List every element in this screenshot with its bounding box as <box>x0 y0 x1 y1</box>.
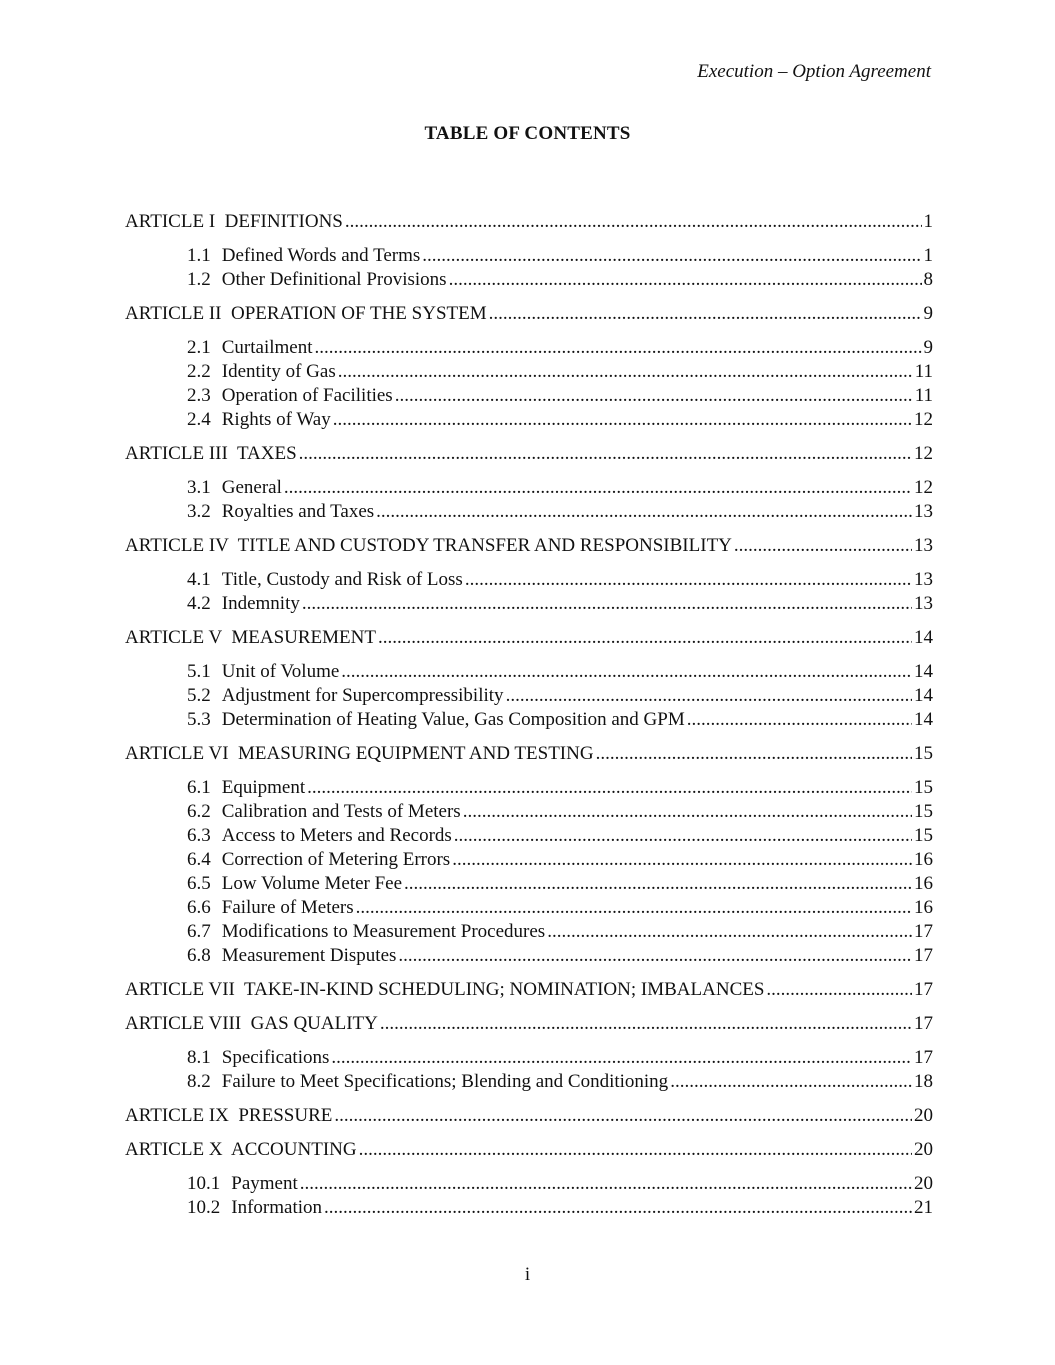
toc-section-label: Defined Words and Terms <box>221 245 421 266</box>
toc-section-number: 10.1 <box>187 1173 221 1194</box>
toc-page-number: 20 <box>914 1173 933 1194</box>
toc-dot-leader <box>380 1012 912 1036</box>
toc-section-number: 2.1 <box>187 337 211 358</box>
toc-section-entry[interactable] <box>125 336 933 360</box>
toc-page-number: 14 <box>914 709 933 730</box>
toc-section-entry[interactable] <box>125 848 933 872</box>
toc-dot-leader <box>315 336 922 360</box>
toc-section-list <box>125 336 933 432</box>
toc-section-entry[interactable] <box>125 592 933 616</box>
toc-section-number: 2.2 <box>187 361 211 382</box>
toc-section-number: 2.3 <box>187 385 211 406</box>
toc-section-entry[interactable] <box>125 776 933 800</box>
toc-dot-leader <box>378 626 912 650</box>
toc-section-label: Specifications <box>221 1047 330 1068</box>
toc-section-label: General <box>221 477 282 498</box>
toc-section-label: Indemnity <box>221 593 300 614</box>
toc-page-number: 17 <box>914 979 933 1000</box>
toc-article-block <box>125 978 933 1002</box>
toc-dot-leader <box>506 684 912 708</box>
toc-page-number: 13 <box>914 593 933 614</box>
toc-section-entry[interactable] <box>125 824 933 848</box>
toc-section-label: Failure to Meet Specifications; Blending and Conditioning <box>221 1071 669 1092</box>
toc-page-number: 16 <box>914 873 933 894</box>
toc-section-number: 5.2 <box>187 685 211 706</box>
toc-section-entry[interactable] <box>125 360 933 384</box>
toc-section-number: 6.5 <box>187 873 211 894</box>
toc-page-number: 15 <box>914 743 933 764</box>
toc-section-number: 2.4 <box>187 409 211 430</box>
toc-article-entry[interactable] <box>125 1012 933 1036</box>
toc-dot-leader <box>395 384 913 408</box>
toc-section-number: 5.3 <box>187 709 211 730</box>
toc-page-number: 15 <box>914 777 933 798</box>
toc-title: TABLE OF CONTENTS <box>424 123 631 144</box>
toc-section-entry[interactable] <box>125 500 933 524</box>
toc-section-entry[interactable] <box>125 800 933 824</box>
document-header-note: Execution – Option Agreement <box>697 61 931 82</box>
toc-section-entry[interactable] <box>125 268 933 292</box>
toc-dot-leader <box>302 592 912 616</box>
toc-article-entry[interactable] <box>125 210 933 234</box>
toc-section-label: Modifications to Measurement Procedures <box>221 921 546 942</box>
toc-dot-leader <box>547 920 912 944</box>
toc-page-number: 9 <box>923 337 933 358</box>
toc-page-number: 18 <box>914 1071 933 1092</box>
toc-section-label: Identity of Gas <box>221 361 336 382</box>
toc-dot-leader <box>398 944 912 968</box>
toc-dot-leader <box>333 408 912 432</box>
toc-dot-leader <box>465 568 912 592</box>
toc-page-number: 16 <box>914 849 933 870</box>
toc-section-label: Title, Custody and Risk of Loss <box>221 569 463 590</box>
toc-section-label: Failure of Meters <box>221 897 354 918</box>
toc-section-label: Curtailment <box>221 337 313 358</box>
toc-dot-leader <box>341 660 912 684</box>
toc-section-number: 6.2 <box>187 801 211 822</box>
toc-article-entry[interactable] <box>125 442 933 466</box>
toc-article-entry[interactable] <box>125 978 933 1002</box>
toc-dot-leader <box>596 742 912 766</box>
toc-page-number: 21 <box>914 1197 933 1218</box>
toc-section-entry[interactable] <box>125 896 933 920</box>
toc-dot-leader <box>299 442 912 466</box>
toc-page-number: 20 <box>914 1139 933 1160</box>
toc-dot-leader <box>284 476 912 500</box>
toc-article-entry[interactable] <box>125 742 933 766</box>
toc-page-number: 17 <box>914 945 933 966</box>
toc-section-list <box>125 660 933 732</box>
toc-article-block <box>125 1138 933 1220</box>
toc-dot-leader <box>449 268 922 292</box>
toc-dot-leader <box>422 244 921 268</box>
toc-dot-leader <box>404 872 912 896</box>
toc-section-list <box>125 1172 933 1220</box>
toc-section-label: Royalties and Taxes <box>221 501 375 522</box>
toc-article-label: ARTICLE III TAXES <box>125 443 297 464</box>
toc-article-entry[interactable] <box>125 534 933 558</box>
toc-section-label: Determination of Heating Value, Gas Composition and GPM <box>221 709 685 730</box>
toc-article-block <box>125 302 933 432</box>
toc-page-number: 15 <box>914 825 933 846</box>
toc-section-entry[interactable] <box>125 1046 933 1070</box>
toc-section-label: Payment <box>231 1173 298 1194</box>
toc-section-number: 4.1 <box>187 569 211 590</box>
toc-section-entry[interactable] <box>125 384 933 408</box>
toc-article-block <box>125 442 933 524</box>
toc-dot-leader <box>766 978 912 1002</box>
table-of-contents <box>125 210 933 1220</box>
toc-section-label: Access to Meters and Records <box>221 825 452 846</box>
toc-dot-leader <box>307 776 912 800</box>
toc-dot-leader <box>734 534 912 558</box>
toc-page-number: 11 <box>914 361 933 382</box>
toc-section-label: Adjustment for Supercompressibility <box>221 685 504 706</box>
toc-article-block <box>125 210 933 292</box>
toc-section-label: Calibration and Tests of Meters <box>221 801 461 822</box>
toc-page-number: 13 <box>914 535 933 556</box>
toc-section-entry[interactable] <box>125 1196 933 1220</box>
toc-section-label: Low Volume Meter Fee <box>221 873 403 894</box>
toc-section-label: Unit of Volume <box>221 661 340 682</box>
toc-article-label: ARTICLE I DEFINITIONS <box>125 211 343 232</box>
toc-section-entry[interactable] <box>125 1172 933 1196</box>
toc-section-number: 5.1 <box>187 661 211 682</box>
toc-section-list <box>125 568 933 616</box>
toc-section-number: 1.2 <box>187 269 211 290</box>
toc-dot-leader <box>324 1196 912 1220</box>
toc-article-label: ARTICLE IX PRESSURE <box>125 1105 333 1126</box>
toc-article-label: ARTICLE VII TAKE-IN-KIND SCHEDULING; NOMINATION; IMBALANCES <box>125 979 765 1000</box>
toc-article-label: ARTICLE V MEASUREMENT <box>125 627 376 648</box>
toc-section-list <box>125 476 933 524</box>
toc-section-entry[interactable] <box>125 1070 933 1094</box>
toc-article-entry[interactable] <box>125 302 933 326</box>
toc-dot-leader <box>670 1070 912 1094</box>
toc-page-number: 13 <box>914 569 933 590</box>
toc-article-block <box>125 1104 933 1128</box>
toc-section-entry[interactable] <box>125 408 933 432</box>
toc-dot-leader <box>300 1172 912 1196</box>
toc-article-label: ARTICLE X ACCOUNTING <box>125 1139 357 1160</box>
toc-section-label: Measurement Disputes <box>221 945 397 966</box>
toc-section-number: 10.2 <box>187 1197 221 1218</box>
toc-section-number: 8.1 <box>187 1047 211 1068</box>
toc-section-list <box>125 776 933 968</box>
toc-section-number: 8.2 <box>187 1071 211 1092</box>
toc-section-number: 6.8 <box>187 945 211 966</box>
toc-page-number: 12 <box>914 477 933 498</box>
toc-dot-leader <box>356 896 912 920</box>
toc-section-label: Correction of Metering Errors <box>221 849 451 870</box>
toc-page-number: 11 <box>914 385 933 406</box>
toc-section-list <box>125 244 933 292</box>
toc-section-entry[interactable] <box>125 708 933 732</box>
toc-section-entry[interactable] <box>125 476 933 500</box>
toc-page-number: 15 <box>914 801 933 822</box>
toc-article-block <box>125 742 933 968</box>
toc-page-number: 8 <box>923 269 933 290</box>
toc-page-number: 1 <box>923 245 933 266</box>
toc-dot-leader <box>334 1104 912 1128</box>
toc-page-number: 17 <box>914 921 933 942</box>
toc-section-label: Rights of Way <box>221 409 331 430</box>
toc-dot-leader <box>345 210 922 234</box>
toc-section-entry[interactable] <box>125 244 933 268</box>
toc-dot-leader <box>359 1138 912 1162</box>
toc-dot-leader <box>687 708 912 732</box>
toc-section-entry[interactable] <box>125 920 933 944</box>
toc-section-label: Equipment <box>221 777 306 798</box>
toc-article-entry[interactable] <box>125 626 933 650</box>
toc-section-number: 4.2 <box>187 593 211 614</box>
toc-article-block <box>125 626 933 732</box>
toc-section-number: 6.6 <box>187 897 211 918</box>
toc-article-label: ARTICLE IV TITLE AND CUSTODY TRANSFER AND RESPONSIBILITY <box>125 535 732 556</box>
toc-page-number: 14 <box>914 685 933 706</box>
toc-section-entry[interactable] <box>125 660 933 684</box>
toc-section-entry[interactable] <box>125 872 933 896</box>
toc-article-block <box>125 534 933 616</box>
toc-article-block <box>125 1012 933 1094</box>
toc-page-number: 13 <box>914 501 933 522</box>
toc-section-number: 1.1 <box>187 245 211 266</box>
toc-dot-leader <box>338 360 913 384</box>
toc-page-number: 1 <box>923 211 933 232</box>
toc-section-number: 3.1 <box>187 477 211 498</box>
toc-section-number: 6.3 <box>187 825 211 846</box>
toc-dot-leader <box>489 302 922 326</box>
toc-page-number: 12 <box>914 409 933 430</box>
toc-page-number: 12 <box>914 443 933 464</box>
toc-section-label: Information <box>231 1197 323 1218</box>
toc-page-number: 16 <box>914 897 933 918</box>
toc-page-number: 14 <box>914 627 933 648</box>
toc-dot-leader <box>452 848 912 872</box>
toc-section-list <box>125 1046 933 1094</box>
toc-section-number: 6.7 <box>187 921 211 942</box>
toc-section-number: 3.2 <box>187 501 211 522</box>
toc-article-label: ARTICLE II OPERATION OF THE SYSTEM <box>125 303 487 324</box>
toc-article-entry[interactable] <box>125 1104 933 1128</box>
toc-section-entry[interactable] <box>125 568 933 592</box>
toc-page-number: 17 <box>914 1013 933 1034</box>
toc-dot-leader <box>376 500 912 524</box>
toc-dot-leader <box>463 800 912 824</box>
toc-section-label: Operation of Facilities <box>221 385 393 406</box>
toc-section-entry[interactable] <box>125 944 933 968</box>
toc-page-number: 20 <box>914 1105 933 1126</box>
toc-article-label: ARTICLE VI MEASURING EQUIPMENT AND TESTING <box>125 743 594 764</box>
page-number: i <box>524 1264 531 1285</box>
toc-section-number: 6.4 <box>187 849 211 870</box>
toc-dot-leader <box>454 824 912 848</box>
toc-section-entry[interactable] <box>125 684 933 708</box>
toc-section-number: 6.1 <box>187 777 211 798</box>
toc-article-entry[interactable] <box>125 1138 933 1162</box>
toc-section-label: Other Definitional Provisions <box>221 269 447 290</box>
toc-article-label: ARTICLE VIII GAS QUALITY <box>125 1013 378 1034</box>
toc-dot-leader <box>331 1046 912 1070</box>
toc-page-number: 9 <box>923 303 933 324</box>
toc-page-number: 14 <box>914 661 933 682</box>
toc-page-number: 17 <box>914 1047 933 1068</box>
